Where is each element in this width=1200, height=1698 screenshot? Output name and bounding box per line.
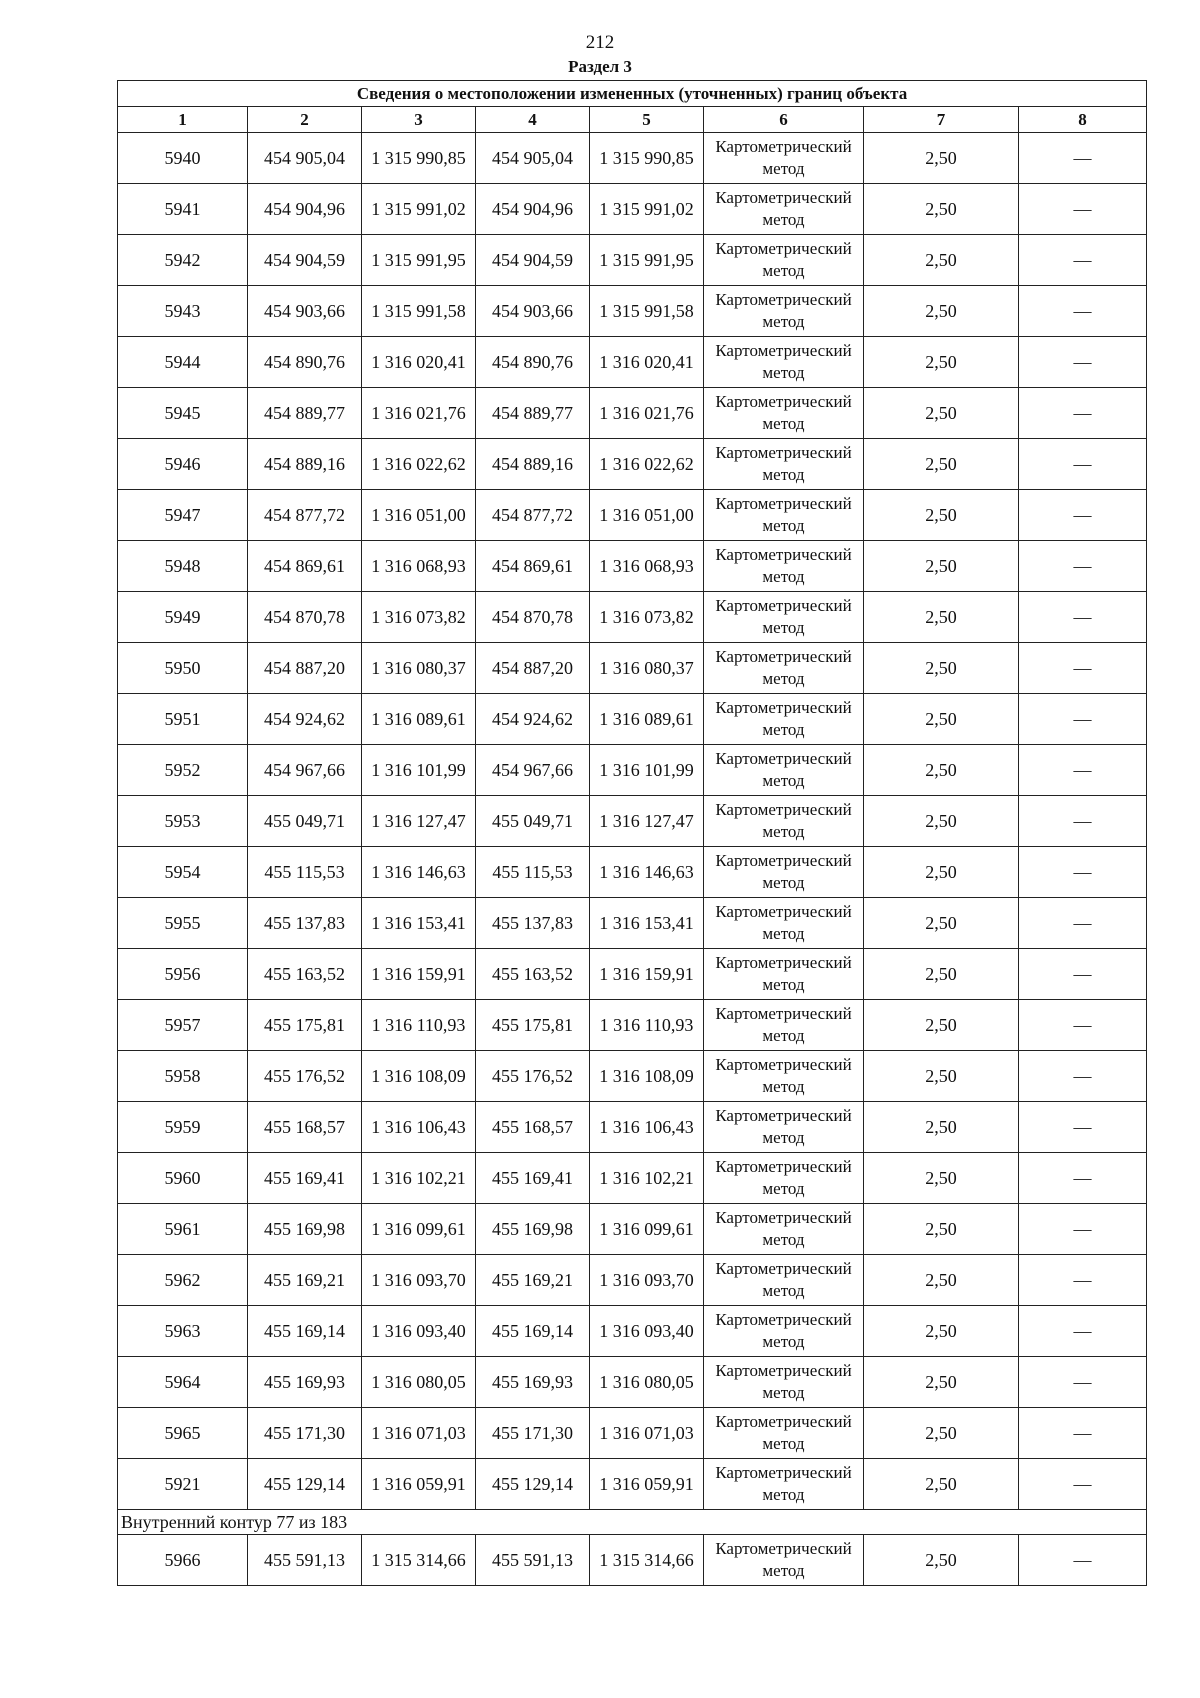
point-number-cell: 5951 bbox=[118, 694, 248, 745]
table-row bbox=[118, 1459, 1147, 1510]
point-number-cell: 5966 bbox=[118, 1535, 248, 1586]
x-existing-cell: 455 169,14 bbox=[248, 1306, 362, 1357]
table-row bbox=[118, 286, 1147, 337]
column-number: 4 bbox=[476, 107, 590, 133]
x-existing-cell: 454 905,04 bbox=[248, 133, 362, 184]
description-cell: — bbox=[1019, 1535, 1147, 1586]
table-row bbox=[118, 235, 1147, 286]
table-row bbox=[118, 592, 1147, 643]
y-new-cell: 1 316 106,43 bbox=[590, 1102, 704, 1153]
y-new-cell: 1 316 108,09 bbox=[590, 1051, 704, 1102]
accuracy-cell: 2,50 bbox=[864, 490, 1019, 541]
column-number: 8 bbox=[1019, 107, 1147, 133]
method-cell: Картометрический метод bbox=[704, 1408, 864, 1459]
x-new-cell: 454 904,96 bbox=[476, 184, 590, 235]
accuracy-cell: 2,50 bbox=[864, 388, 1019, 439]
x-existing-cell: 455 115,53 bbox=[248, 847, 362, 898]
x-new-cell: 455 169,41 bbox=[476, 1153, 590, 1204]
x-existing-cell: 454 903,66 bbox=[248, 286, 362, 337]
method-cell: Картометрический метод bbox=[704, 1306, 864, 1357]
table-row bbox=[118, 388, 1147, 439]
y-existing-cell: 1 316 051,00 bbox=[362, 490, 476, 541]
x-existing-cell: 455 163,52 bbox=[248, 949, 362, 1000]
y-new-cell: 1 315 991,95 bbox=[590, 235, 704, 286]
y-existing-cell: 1 316 071,03 bbox=[362, 1408, 476, 1459]
x-new-cell: 454 887,20 bbox=[476, 643, 590, 694]
description-cell: — bbox=[1019, 1459, 1147, 1510]
y-existing-cell: 1 315 991,95 bbox=[362, 235, 476, 286]
accuracy-cell: 2,50 bbox=[864, 592, 1019, 643]
x-new-cell: 454 904,59 bbox=[476, 235, 590, 286]
column-number: 1 bbox=[118, 107, 248, 133]
point-number-cell: 5955 bbox=[118, 898, 248, 949]
accuracy-cell: 2,50 bbox=[864, 541, 1019, 592]
y-existing-cell: 1 316 106,43 bbox=[362, 1102, 476, 1153]
description-cell: — bbox=[1019, 388, 1147, 439]
point-number-cell: 5950 bbox=[118, 643, 248, 694]
y-existing-cell: 1 316 102,21 bbox=[362, 1153, 476, 1204]
table-row bbox=[118, 133, 1147, 184]
table-row bbox=[118, 643, 1147, 694]
method-cell: Картометрический метод bbox=[704, 235, 864, 286]
point-number-cell: 5948 bbox=[118, 541, 248, 592]
method-cell: Картометрический метод bbox=[704, 439, 864, 490]
accuracy-cell: 2,50 bbox=[864, 745, 1019, 796]
column-number: 3 bbox=[362, 107, 476, 133]
x-existing-cell: 454 887,20 bbox=[248, 643, 362, 694]
accuracy-cell: 2,50 bbox=[864, 1255, 1019, 1306]
table-row bbox=[118, 490, 1147, 541]
y-existing-cell: 1 315 990,85 bbox=[362, 133, 476, 184]
x-existing-cell: 455 129,14 bbox=[248, 1459, 362, 1510]
accuracy-cell: 2,50 bbox=[864, 184, 1019, 235]
x-existing-cell: 455 171,30 bbox=[248, 1408, 362, 1459]
accuracy-cell: 2,50 bbox=[864, 1535, 1019, 1586]
x-existing-cell: 455 168,57 bbox=[248, 1102, 362, 1153]
x-new-cell: 454 889,77 bbox=[476, 388, 590, 439]
method-cell: Картометрический метод bbox=[704, 337, 864, 388]
point-number-cell: 5960 bbox=[118, 1153, 248, 1204]
method-cell: Картометрический метод bbox=[704, 847, 864, 898]
x-new-cell: 455 171,30 bbox=[476, 1408, 590, 1459]
y-new-cell: 1 316 102,21 bbox=[590, 1153, 704, 1204]
y-existing-cell: 1 316 080,05 bbox=[362, 1357, 476, 1408]
y-new-cell: 1 316 071,03 bbox=[590, 1408, 704, 1459]
point-number-cell: 5945 bbox=[118, 388, 248, 439]
table-row bbox=[118, 1357, 1147, 1408]
y-new-cell: 1 316 127,47 bbox=[590, 796, 704, 847]
y-existing-cell: 1 316 101,99 bbox=[362, 745, 476, 796]
x-new-cell: 455 168,57 bbox=[476, 1102, 590, 1153]
point-number-cell: 5964 bbox=[118, 1357, 248, 1408]
accuracy-cell: 2,50 bbox=[864, 1357, 1019, 1408]
y-existing-cell: 1 316 093,70 bbox=[362, 1255, 476, 1306]
x-new-cell: 455 169,14 bbox=[476, 1306, 590, 1357]
accuracy-cell: 2,50 bbox=[864, 337, 1019, 388]
method-cell: Картометрический метод bbox=[704, 541, 864, 592]
y-new-cell: 1 316 093,40 bbox=[590, 1306, 704, 1357]
x-new-cell: 455 591,13 bbox=[476, 1535, 590, 1586]
section-title: Раздел 3 bbox=[568, 57, 632, 76]
method-cell: Картометрический метод bbox=[704, 1051, 864, 1102]
y-existing-cell: 1 316 159,91 bbox=[362, 949, 476, 1000]
description-cell: — bbox=[1019, 796, 1147, 847]
description-cell: — bbox=[1019, 1357, 1147, 1408]
method-cell: Картометрический метод bbox=[704, 898, 864, 949]
accuracy-cell: 2,50 bbox=[864, 1000, 1019, 1051]
table-row bbox=[118, 847, 1147, 898]
description-cell: — bbox=[1019, 1153, 1147, 1204]
accuracy-cell: 2,50 bbox=[864, 1408, 1019, 1459]
x-new-cell: 454 903,66 bbox=[476, 286, 590, 337]
x-existing-cell: 455 169,21 bbox=[248, 1255, 362, 1306]
y-new-cell: 1 316 080,37 bbox=[590, 643, 704, 694]
y-new-cell: 1 315 314,66 bbox=[590, 1535, 704, 1586]
method-cell: Картометрический метод bbox=[704, 388, 864, 439]
x-existing-cell: 455 137,83 bbox=[248, 898, 362, 949]
description-cell: — bbox=[1019, 745, 1147, 796]
x-new-cell: 454 967,66 bbox=[476, 745, 590, 796]
accuracy-cell: 2,50 bbox=[864, 1204, 1019, 1255]
description-cell: — bbox=[1019, 847, 1147, 898]
y-new-cell: 1 316 089,61 bbox=[590, 694, 704, 745]
method-cell: Картометрический метод bbox=[704, 643, 864, 694]
table-row bbox=[118, 1535, 1147, 1586]
x-new-cell: 455 176,52 bbox=[476, 1051, 590, 1102]
point-number-cell: 5946 bbox=[118, 439, 248, 490]
contour-row bbox=[118, 1510, 1147, 1535]
y-new-cell: 1 315 991,58 bbox=[590, 286, 704, 337]
accuracy-cell: 2,50 bbox=[864, 643, 1019, 694]
table-row bbox=[118, 1051, 1147, 1102]
method-cell: Картометрический метод bbox=[704, 949, 864, 1000]
table-row bbox=[118, 694, 1147, 745]
y-new-cell: 1 315 990,85 bbox=[590, 133, 704, 184]
point-number-cell: 5921 bbox=[118, 1459, 248, 1510]
x-new-cell: 455 049,71 bbox=[476, 796, 590, 847]
y-existing-cell: 1 315 314,66 bbox=[362, 1535, 476, 1586]
y-existing-cell: 1 315 991,58 bbox=[362, 286, 476, 337]
point-number-cell: 5962 bbox=[118, 1255, 248, 1306]
point-number-cell: 5949 bbox=[118, 592, 248, 643]
x-new-cell: 454 890,76 bbox=[476, 337, 590, 388]
x-new-cell: 454 905,04 bbox=[476, 133, 590, 184]
x-new-cell: 454 924,62 bbox=[476, 694, 590, 745]
y-existing-cell: 1 316 080,37 bbox=[362, 643, 476, 694]
y-new-cell: 1 316 080,05 bbox=[590, 1357, 704, 1408]
method-cell: Картометрический метод bbox=[704, 1000, 864, 1051]
y-new-cell: 1 316 093,70 bbox=[590, 1255, 704, 1306]
x-existing-cell: 454 889,77 bbox=[248, 388, 362, 439]
table-row bbox=[118, 949, 1147, 1000]
x-existing-cell: 454 904,96 bbox=[248, 184, 362, 235]
x-existing-cell: 454 870,78 bbox=[248, 592, 362, 643]
method-cell: Картометрический метод bbox=[704, 592, 864, 643]
method-cell: Картометрический метод bbox=[704, 286, 864, 337]
point-number-cell: 5954 bbox=[118, 847, 248, 898]
table-row bbox=[118, 337, 1147, 388]
x-existing-cell: 454 889,16 bbox=[248, 439, 362, 490]
point-number-cell: 5947 bbox=[118, 490, 248, 541]
y-existing-cell: 1 316 068,93 bbox=[362, 541, 476, 592]
y-existing-cell: 1 316 073,82 bbox=[362, 592, 476, 643]
description-cell: — bbox=[1019, 1102, 1147, 1153]
method-cell: Картометрический метод bbox=[704, 1459, 864, 1510]
description-cell: — bbox=[1019, 1255, 1147, 1306]
point-number-cell: 5965 bbox=[118, 1408, 248, 1459]
x-existing-cell: 454 924,62 bbox=[248, 694, 362, 745]
point-number-cell: 5957 bbox=[118, 1000, 248, 1051]
x-existing-cell: 455 175,81 bbox=[248, 1000, 362, 1051]
description-cell: — bbox=[1019, 235, 1147, 286]
point-number-cell: 5944 bbox=[118, 337, 248, 388]
y-existing-cell: 1 316 020,41 bbox=[362, 337, 476, 388]
contour-label: Внутренний контур 77 из 183 bbox=[118, 1510, 1147, 1535]
x-new-cell: 455 169,93 bbox=[476, 1357, 590, 1408]
y-new-cell: 1 315 991,02 bbox=[590, 184, 704, 235]
table-row bbox=[118, 1408, 1147, 1459]
y-existing-cell: 1 316 022,62 bbox=[362, 439, 476, 490]
coordinates-table bbox=[117, 80, 1147, 1586]
y-existing-cell: 1 316 089,61 bbox=[362, 694, 476, 745]
x-existing-cell: 455 049,71 bbox=[248, 796, 362, 847]
y-existing-cell: 1 316 110,93 bbox=[362, 1000, 476, 1051]
table-row bbox=[118, 1153, 1147, 1204]
description-cell: — bbox=[1019, 337, 1147, 388]
table-row bbox=[118, 1102, 1147, 1153]
y-existing-cell: 1 316 153,41 bbox=[362, 898, 476, 949]
x-new-cell: 455 169,98 bbox=[476, 1204, 590, 1255]
table-row bbox=[118, 796, 1147, 847]
y-existing-cell: 1 315 991,02 bbox=[362, 184, 476, 235]
method-cell: Картометрический метод bbox=[704, 1255, 864, 1306]
table-caption-row bbox=[118, 81, 1147, 107]
point-number-cell: 5956 bbox=[118, 949, 248, 1000]
y-new-cell: 1 316 059,91 bbox=[590, 1459, 704, 1510]
y-new-cell: 1 316 020,41 bbox=[590, 337, 704, 388]
description-cell: — bbox=[1019, 439, 1147, 490]
accuracy-cell: 2,50 bbox=[864, 847, 1019, 898]
accuracy-cell: 2,50 bbox=[864, 235, 1019, 286]
column-number: 2 bbox=[248, 107, 362, 133]
x-new-cell: 454 869,61 bbox=[476, 541, 590, 592]
column-number-row bbox=[118, 107, 1147, 133]
point-number-cell: 5941 bbox=[118, 184, 248, 235]
x-new-cell: 454 870,78 bbox=[476, 592, 590, 643]
y-existing-cell: 1 316 099,61 bbox=[362, 1204, 476, 1255]
description-cell: — bbox=[1019, 133, 1147, 184]
accuracy-cell: 2,50 bbox=[864, 1153, 1019, 1204]
method-cell: Картометрический метод bbox=[704, 1204, 864, 1255]
accuracy-cell: 2,50 bbox=[864, 1051, 1019, 1102]
x-existing-cell: 455 169,93 bbox=[248, 1357, 362, 1408]
table-row bbox=[118, 1306, 1147, 1357]
x-new-cell: 455 129,14 bbox=[476, 1459, 590, 1510]
table-row bbox=[118, 184, 1147, 235]
y-existing-cell: 1 316 093,40 bbox=[362, 1306, 476, 1357]
x-existing-cell: 454 904,59 bbox=[248, 235, 362, 286]
method-cell: Картометрический метод bbox=[704, 1102, 864, 1153]
x-new-cell: 455 175,81 bbox=[476, 1000, 590, 1051]
table-row bbox=[118, 1255, 1147, 1306]
table-row bbox=[118, 541, 1147, 592]
x-new-cell: 454 889,16 bbox=[476, 439, 590, 490]
description-cell: — bbox=[1019, 1000, 1147, 1051]
x-existing-cell: 454 890,76 bbox=[248, 337, 362, 388]
point-number-cell: 5959 bbox=[118, 1102, 248, 1153]
accuracy-cell: 2,50 bbox=[864, 1459, 1019, 1510]
method-cell: Картометрический метод bbox=[704, 1357, 864, 1408]
y-new-cell: 1 316 022,62 bbox=[590, 439, 704, 490]
accuracy-cell: 2,50 bbox=[864, 133, 1019, 184]
y-new-cell: 1 316 146,63 bbox=[590, 847, 704, 898]
method-cell: Картометрический метод bbox=[704, 184, 864, 235]
x-existing-cell: 455 169,41 bbox=[248, 1153, 362, 1204]
description-cell: — bbox=[1019, 184, 1147, 235]
y-new-cell: 1 316 099,61 bbox=[590, 1204, 704, 1255]
accuracy-cell: 2,50 bbox=[864, 1306, 1019, 1357]
y-new-cell: 1 316 051,00 bbox=[590, 490, 704, 541]
point-number-cell: 5952 bbox=[118, 745, 248, 796]
table-row bbox=[118, 745, 1147, 796]
y-new-cell: 1 316 101,99 bbox=[590, 745, 704, 796]
method-cell: Картометрический метод bbox=[704, 796, 864, 847]
column-number: 5 bbox=[590, 107, 704, 133]
table-row bbox=[118, 1000, 1147, 1051]
table-row bbox=[118, 439, 1147, 490]
y-existing-cell: 1 316 108,09 bbox=[362, 1051, 476, 1102]
table-row bbox=[118, 1204, 1147, 1255]
point-number-cell: 5963 bbox=[118, 1306, 248, 1357]
method-cell: Картометрический метод bbox=[704, 694, 864, 745]
x-existing-cell: 455 176,52 bbox=[248, 1051, 362, 1102]
column-number: 6 bbox=[704, 107, 864, 133]
x-existing-cell: 455 169,98 bbox=[248, 1204, 362, 1255]
description-cell: — bbox=[1019, 694, 1147, 745]
y-existing-cell: 1 316 021,76 bbox=[362, 388, 476, 439]
x-existing-cell: 455 591,13 bbox=[248, 1535, 362, 1586]
column-number: 7 bbox=[864, 107, 1019, 133]
point-number-cell: 5953 bbox=[118, 796, 248, 847]
point-number-cell: 5961 bbox=[118, 1204, 248, 1255]
x-existing-cell: 454 877,72 bbox=[248, 490, 362, 541]
x-new-cell: 455 115,53 bbox=[476, 847, 590, 898]
table-caption: Сведения о местоположении измененных (уточненных) границ объекта bbox=[118, 81, 1147, 107]
description-cell: — bbox=[1019, 1051, 1147, 1102]
point-number-cell: 5940 bbox=[118, 133, 248, 184]
accuracy-cell: 2,50 bbox=[864, 898, 1019, 949]
y-existing-cell: 1 316 127,47 bbox=[362, 796, 476, 847]
y-existing-cell: 1 316 146,63 bbox=[362, 847, 476, 898]
y-existing-cell: 1 316 059,91 bbox=[362, 1459, 476, 1510]
description-cell: — bbox=[1019, 949, 1147, 1000]
point-number-cell: 5942 bbox=[118, 235, 248, 286]
accuracy-cell: 2,50 bbox=[864, 796, 1019, 847]
description-cell: — bbox=[1019, 898, 1147, 949]
y-new-cell: 1 316 073,82 bbox=[590, 592, 704, 643]
method-cell: Картометрический метод bbox=[704, 1535, 864, 1586]
accuracy-cell: 2,50 bbox=[864, 949, 1019, 1000]
point-number-cell: 5943 bbox=[118, 286, 248, 337]
method-cell: Картометрический метод bbox=[704, 745, 864, 796]
y-new-cell: 1 316 159,91 bbox=[590, 949, 704, 1000]
page-number: 212 bbox=[585, 32, 615, 53]
x-existing-cell: 454 967,66 bbox=[248, 745, 362, 796]
method-cell: Картометрический метод bbox=[704, 1153, 864, 1204]
accuracy-cell: 2,50 bbox=[864, 439, 1019, 490]
method-cell: Картометрический метод bbox=[704, 490, 864, 541]
description-cell: — bbox=[1019, 643, 1147, 694]
x-new-cell: 454 877,72 bbox=[476, 490, 590, 541]
accuracy-cell: 2,50 bbox=[864, 1102, 1019, 1153]
accuracy-cell: 2,50 bbox=[864, 286, 1019, 337]
x-new-cell: 455 137,83 bbox=[476, 898, 590, 949]
y-new-cell: 1 316 153,41 bbox=[590, 898, 704, 949]
description-cell: — bbox=[1019, 490, 1147, 541]
description-cell: — bbox=[1019, 286, 1147, 337]
x-new-cell: 455 163,52 bbox=[476, 949, 590, 1000]
description-cell: — bbox=[1019, 1204, 1147, 1255]
point-number-cell: 5958 bbox=[118, 1051, 248, 1102]
y-new-cell: 1 316 068,93 bbox=[590, 541, 704, 592]
y-new-cell: 1 316 021,76 bbox=[590, 388, 704, 439]
x-new-cell: 455 169,21 bbox=[476, 1255, 590, 1306]
accuracy-cell: 2,50 bbox=[864, 694, 1019, 745]
description-cell: — bbox=[1019, 541, 1147, 592]
table-row bbox=[118, 898, 1147, 949]
method-cell: Картометрический метод bbox=[704, 133, 864, 184]
y-new-cell: 1 316 110,93 bbox=[590, 1000, 704, 1051]
description-cell: — bbox=[1019, 1306, 1147, 1357]
description-cell: — bbox=[1019, 1408, 1147, 1459]
description-cell: — bbox=[1019, 592, 1147, 643]
x-existing-cell: 454 869,61 bbox=[248, 541, 362, 592]
